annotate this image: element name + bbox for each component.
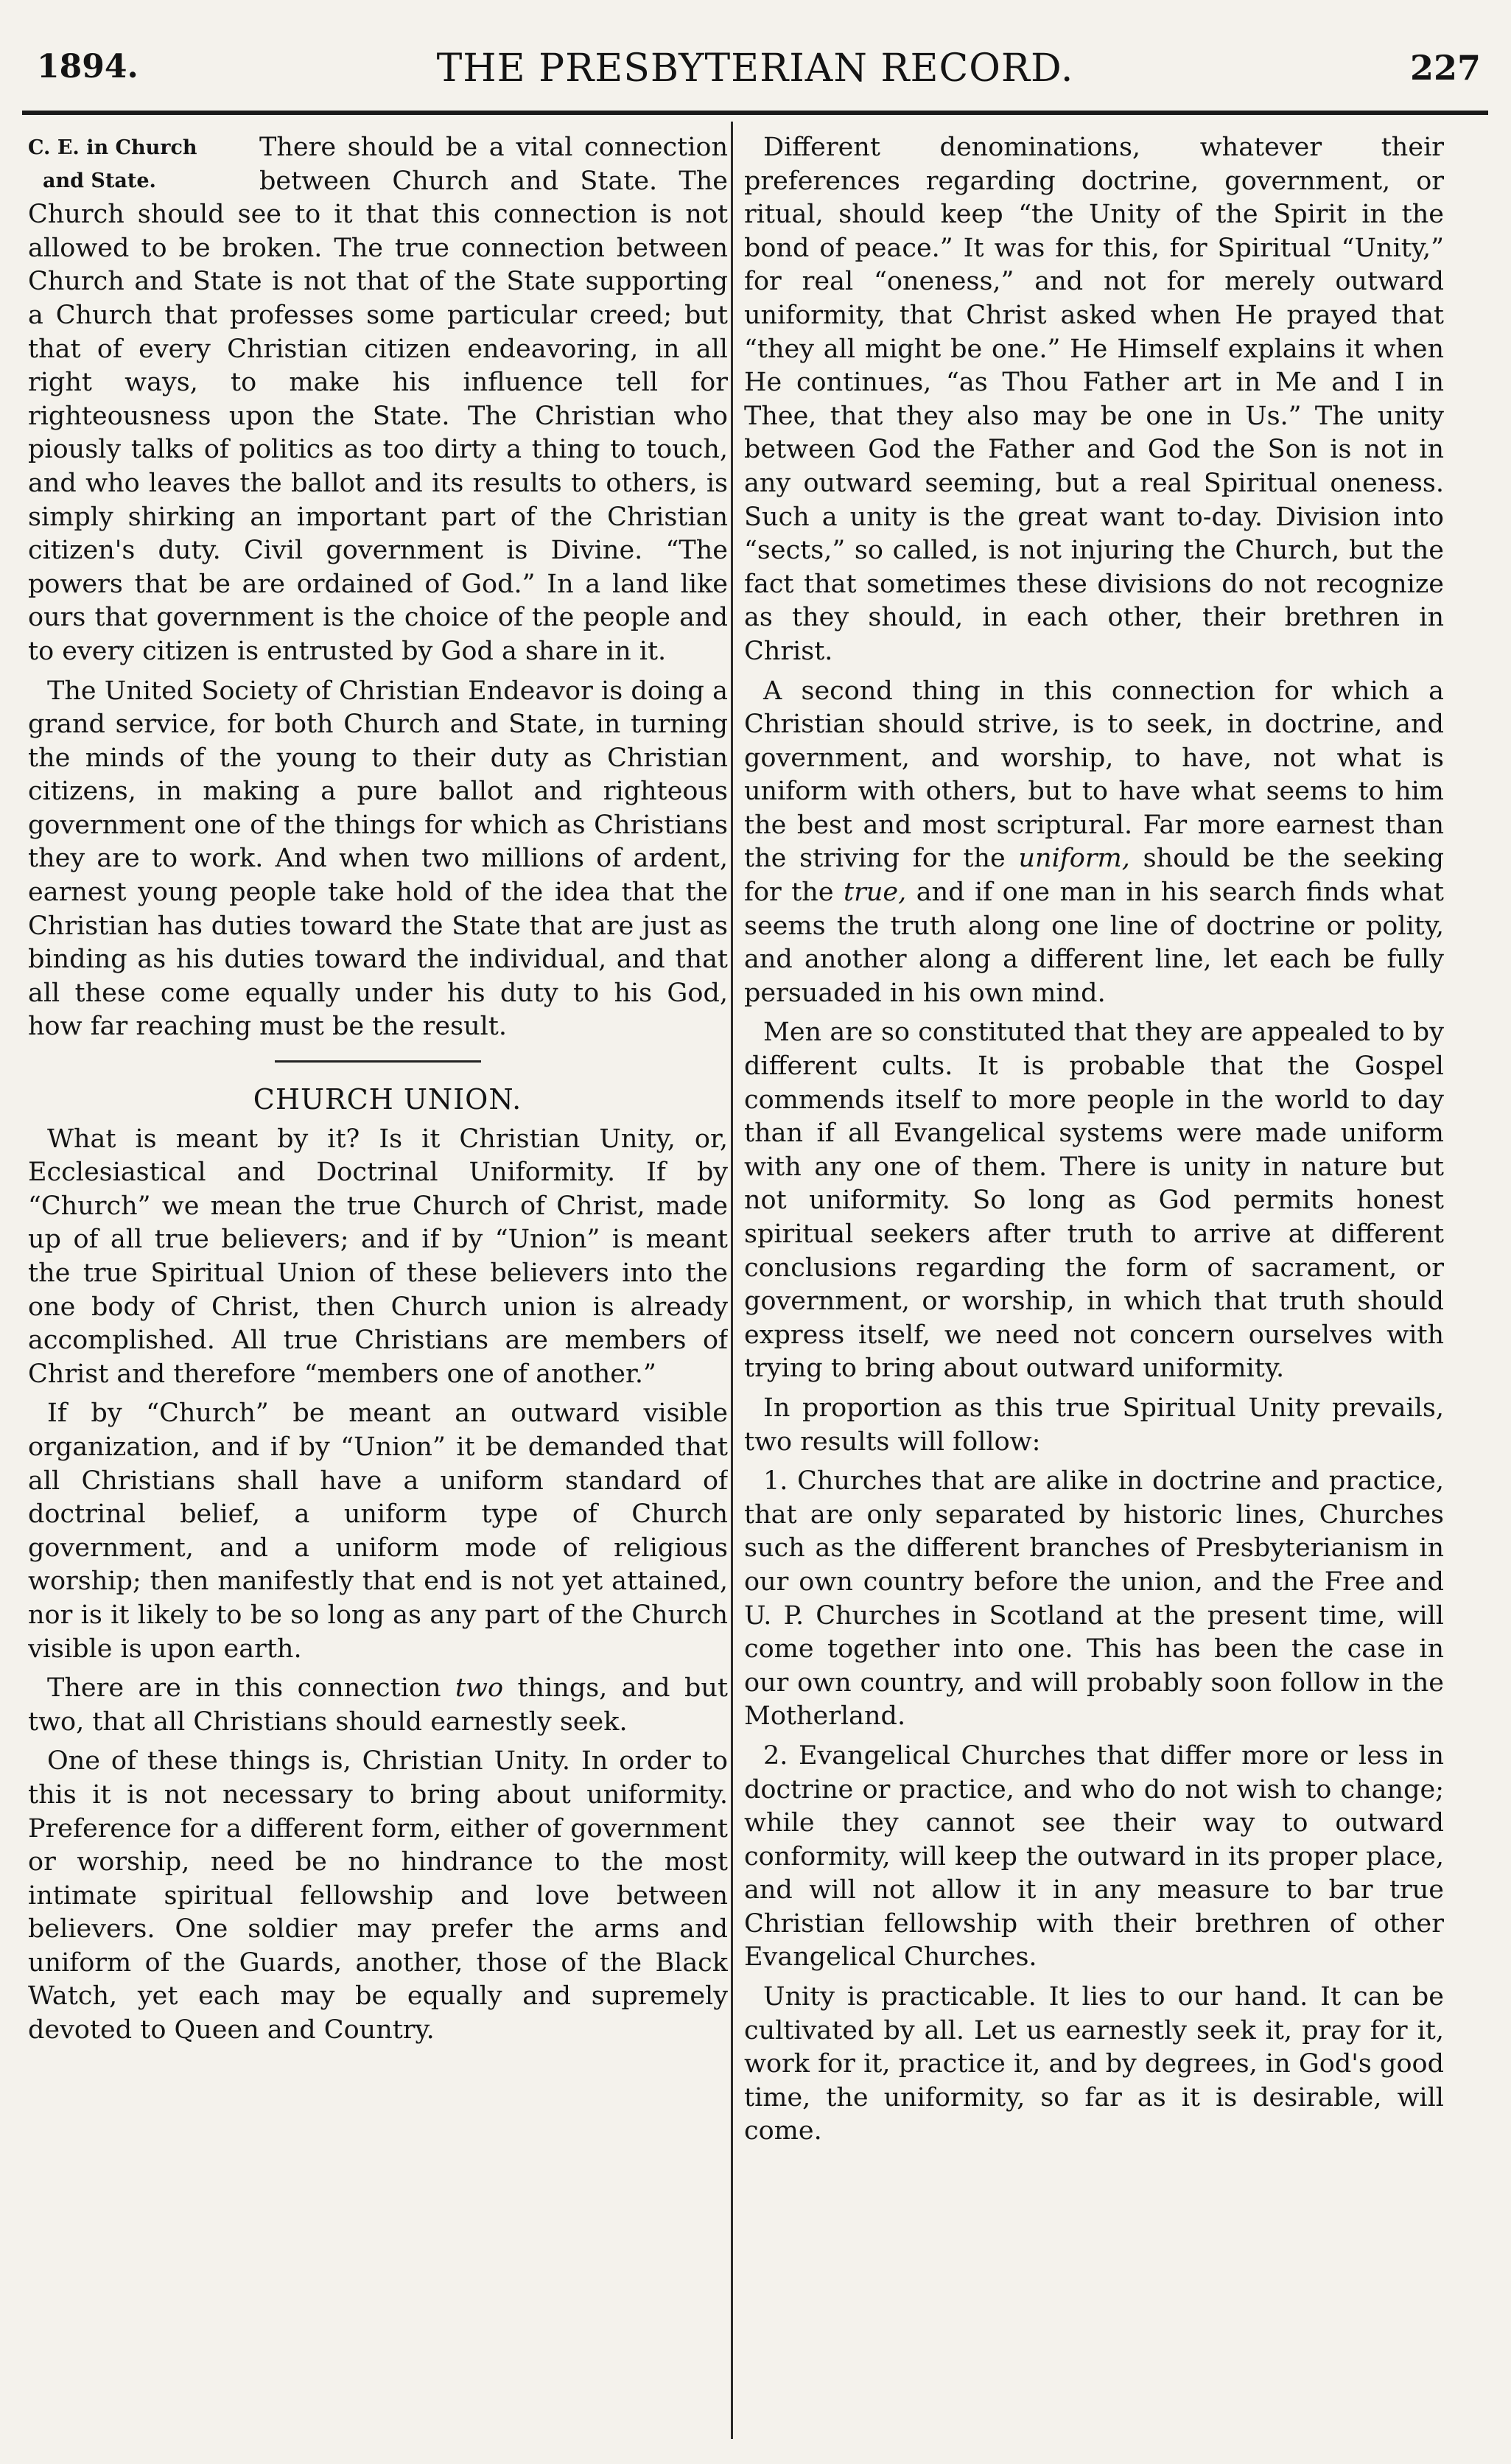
paragraph: What is meant by it? Is it Christian Unity, or, Ecclesiastical and Doctrinal Uniformity. If by “Church” we mean the true Church of Christ, made up of all true believers; and if by “Union” is meant the true Spiritual Union of these believers into the one body of Christ, then Church union is already accomplished. All true Christians are members of Christ and therefore “members one of another.” [28,1124,728,1389]
paragraph: One of these things is, Christian Unity. In order to this it is not necessary to bring about uniformity. Preference for a different form, either of government or worship, need be no hindrance to the most intimate spiritual fellowship and love between believers. One soldier may prefer the arms and uniform of the Guards, another, those of the Black Watch, yet each may be equally and supremely devoted to Queen and Country. [28,1746,728,2045]
paragraph: In proportion as this true Spiritual Unity prevails, two results will follow: [744,1393,1444,1457]
publication-title: THE PRESBYTERIAN RECORD. [436,46,1074,91]
header-rule [22,111,1488,115]
paragraph: There are in this connection two things, and but two, that all Christians should earnestly seek. [28,1673,728,1737]
left-column [28,131,728,2430]
page-header [22,41,1488,107]
paragraph: The United Society of Christian Endeavor is doing a grand service, for both Church and State, in turning the minds of the young to their duty as Christian citizens, in making a pure ballot and righteous government one of the things for which as Christians they are to work. And when two millions of ardent, earnest young people take hold of the idea that the Christian has duties toward the State that are just as binding as his duties toward the individual, and that all these come equally under his duty to his God, how far reaching must be the result. [28,676,728,1042]
paragraph: If by “Church” be meant an outward visible organization, and if by “Union” it be demanded that all Christians shall have a uniform standard of doctrinal belief, a uniform type of Church government, and a uniform mode of religious worship; then manifestly that end is not yet attained, nor is it likely to be so long as any part of the Church visible is upon earth. [28,1399,728,1664]
paragraph: C. E. in Church and State. There should be a vital connection between Church and State. The Church should see to it that this connection is not allowed to be broken. The true connection between Church and State is not that of the State supporting a Church that professes some particular creed; but that of every Christian citizen endeavoring, in all right ways, to make his influence tell for righteousness upon the State. The Christian who piously talks of politics as too dirty a thing to touch, and who leaves the ballot and its results to others, is simply shirking an important part of the Christian citizen's duty. Civil government is Divine. “The powers that be are ordained of God.” In a land like ours that government is the choice of the people and to every citizen is entrusted by God a share in it. [28,133,728,666]
page-number: 227 [1409,48,1481,88]
side-heading: C. E. in Church and State. [28,136,197,192]
paragraph: Different denominations, whatever their preferences regarding doctrine, government, or ritual, should keep “the Unity of the Spirit in the bond of peace.” It was for this, for Spiritual “Unity,” for real “oneness,” and not for merely outward uniformity, that Christ asked when He prayed that “they all might be one.” He Himself explains it when He continues, “as Thou Father art in Me and I in Thee, that they also may be one in Us.” The unity between God the Father and God the Son is not in any outward seeming, but a real Spiritual oneness. Such a unity is the great want to-day. Division into “sects,” so called, is not injuring the Church, but the fact that sometimes these divisions do not recognize as they should, in each other, their brethren in Christ. [744,133,1444,666]
column-divider [731,122,733,2439]
right-column [744,131,1444,2430]
paragraph: Unity is practicable. It lies to our hand. It can be cultivated by all. Let us earnestly seek it, pray for it, work for it, practice it, and by degrees, in God's good time, the uniformity, so far as it is desirable, will come. [744,1982,1444,2146]
paragraph: Men are so constituted that they are appealed to by different cults. It is probable that the Gospel commends itself to more people in the world to day than if all Evangelical systems were made uniform with any one of them. There is unity in nature but not uniformity. So long as God permits honest spiritual seekers after truth to arrive at different conclusions regarding the form of sacrament, or government, or worship, in which that truth should express itself, we need not concern ourselves with trying to bring about outward uniformity. [744,1018,1444,1384]
section-separator [275,1060,481,1063]
section-title: CHURCH UNION. [253,1083,522,1116]
paragraph: A second thing in this connection for which a Christian should strive, is to seek, in doctrine, and government, and worship, to have, not what is uniform with others, but to have what seems to him the best and most scriptural. Far more earnest than the striving for the uniform, should be the seeking for the true, and if one man in his search finds what seems the truth along one line of doctrine or polity, and another along a different line, let each be fully persuaded in his own mind. [744,676,1444,1008]
header-year: 1894. [37,48,139,85]
paragraph: 2. Evangelical Churches that differ more or less in doctrine or practice, and who do not wish to change; while they cannot see their way to outward conformity, will keep the outward in its proper place, and will not allow it in any measure to bar true Christian fellowship with their brethren of other Evangelical Churches. [744,1740,1444,1973]
paragraph: 1. Churches that are alike in doctrine and practice, that are only separated by historic lines, Churches such as the different branches of Presbyterianism in our own country before the union, and the Free and U. P. Churches in Scotland at the present time, will come together into one. This has been the case in our own country, and will probably soon follow in the Motherland. [744,1466,1444,1732]
